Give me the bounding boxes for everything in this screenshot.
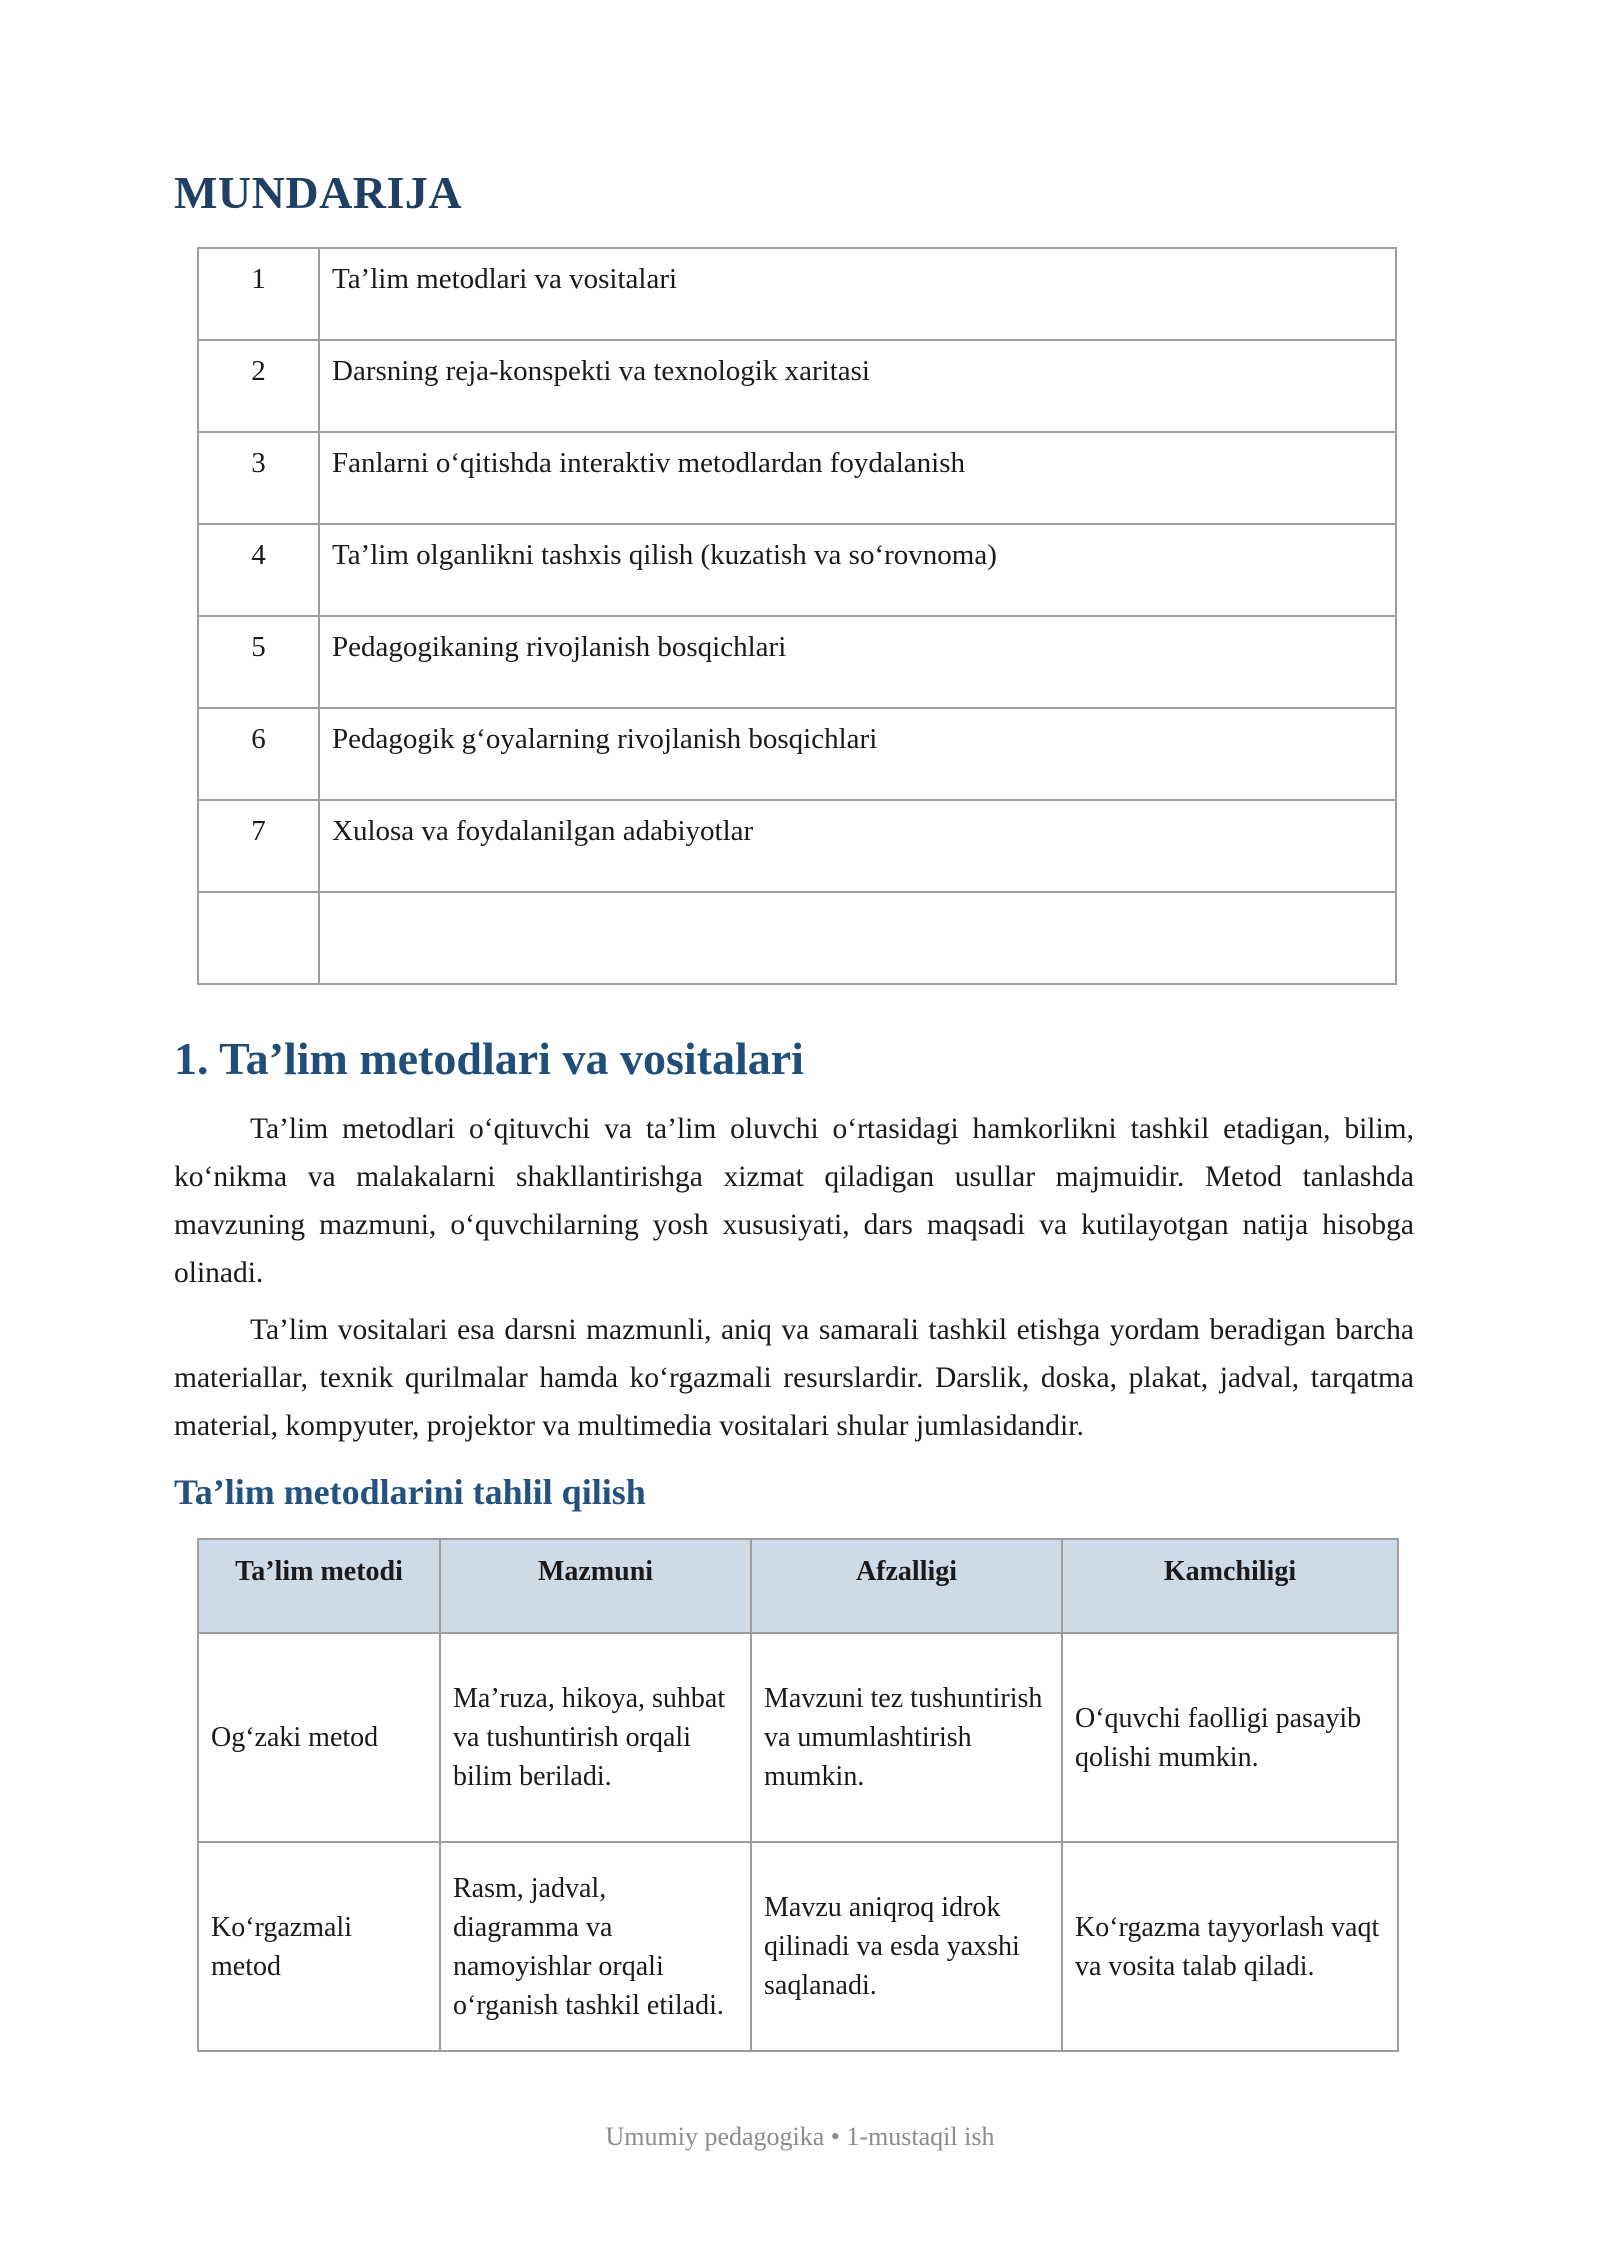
table-row [198,1842,1398,2051]
toc-entry: Pedagogikaning rivojlanish bosqichlari [319,616,1396,708]
toc-title: MUNDARIJA [174,167,463,218]
toc-number: 6 [198,708,319,800]
table-cell: Mavzu aniqroq idrok qilinadi va esda yaxshi saqlanadi. [751,1842,1062,2051]
toc-entry: Ta’lim metodlari va vositalari [319,248,1396,340]
toc-row-empty [198,892,1396,984]
toc-row [198,800,1396,892]
table-cell: O‘quvchi faolligi pasayib qolishi mumkin. [1062,1633,1398,1842]
toc-number [198,892,319,984]
table-header-row [198,1539,1398,1633]
toc-row [198,432,1396,524]
toc-row [198,340,1396,432]
toc-entry: Ta’lim olganlikni tashxis qilish (kuzatish va so‘rovnoma) [319,524,1396,616]
column-header: Kamchiligi [1062,1539,1398,1633]
table-cell: Ma’ruza, hikoya, suhbat va tushuntirish orqali bilim beriladi. [440,1633,751,1842]
subsection-heading: Ta’lim metodlarini tahlil qilish [174,1472,646,1512]
toc-number: 3 [198,432,319,524]
toc-entry [319,892,1396,984]
toc-number: 1 [198,248,319,340]
toc-row [198,708,1396,800]
column-header: Afzalligi [751,1539,1062,1633]
table-cell: Rasm, jadval, diagramma va namoyishlar orqali o‘rganish tashkil etiladi. [440,1842,751,2051]
table-cell: Mavzuni tez tushuntirish va umumlashtirish mumkin. [751,1633,1062,1842]
toc-number: 4 [198,524,319,616]
table-row [198,1633,1398,1842]
toc-number: 2 [198,340,319,432]
toc-entry: Xulosa va foydalanilgan adabiyotlar [319,800,1396,892]
table-cell: Ko‘rgazmali metod [198,1842,440,2051]
toc-entry: Fanlarni o‘qitishda interaktiv metodlardan foydalanish [319,432,1396,524]
methods-analysis-table [197,1538,1399,2052]
toc-number: 7 [198,800,319,892]
body-paragraph: Ta’lim vositalari esa darsni mazmunli, aniq va samarali tashkil etishga yordam beradigan barcha materiallar, texnik qurilmalar hamda ko‘rgazmali resurslardir. Darslik, doska, plakat, jadval, tarqatma material, kompyuter, projektor va multimedia vositalari shular jumlasidandir. [174,1314,1414,1442]
column-header: Ta’lim metodi [198,1539,440,1633]
toc-number: 5 [198,616,319,708]
toc-entry: Pedagogik g‘oyalarning rivojlanish bosqichlari [319,708,1396,800]
toc-row [198,248,1396,340]
toc-entry: Darsning reja-konspekti va texnologik xaritasi [319,340,1396,432]
toc-table [197,247,1397,985]
toc-row [198,524,1396,616]
page-footer: Umumiy pedagogika • 1-mustaqil ish [605,2122,995,2151]
toc-row [198,616,1396,708]
section-heading: 1. Ta’lim metodlari va vositalari [174,1033,804,1084]
table-cell: Ko‘rgazma tayyorlash vaqt va vosita talab qiladi. [1062,1842,1398,2051]
column-header: Mazmuni [440,1539,751,1633]
table-cell: Og‘zaki metod [198,1633,440,1842]
body-paragraph: Ta’lim metodlari o‘qituvchi va ta’lim oluvchi o‘rtasidagi hamkorlikni tashkil etadigan, bilim, ko‘nikma va malakalarni shakllantirishga xizmat qiladigan usullar majmuidir. Metod tanlashda mavzuning mazmuni, o‘quvchilarning yosh xususiyati, dars maqsadi va kutilayotgan natija hisobga olinadi. [174,1113,1414,1289]
